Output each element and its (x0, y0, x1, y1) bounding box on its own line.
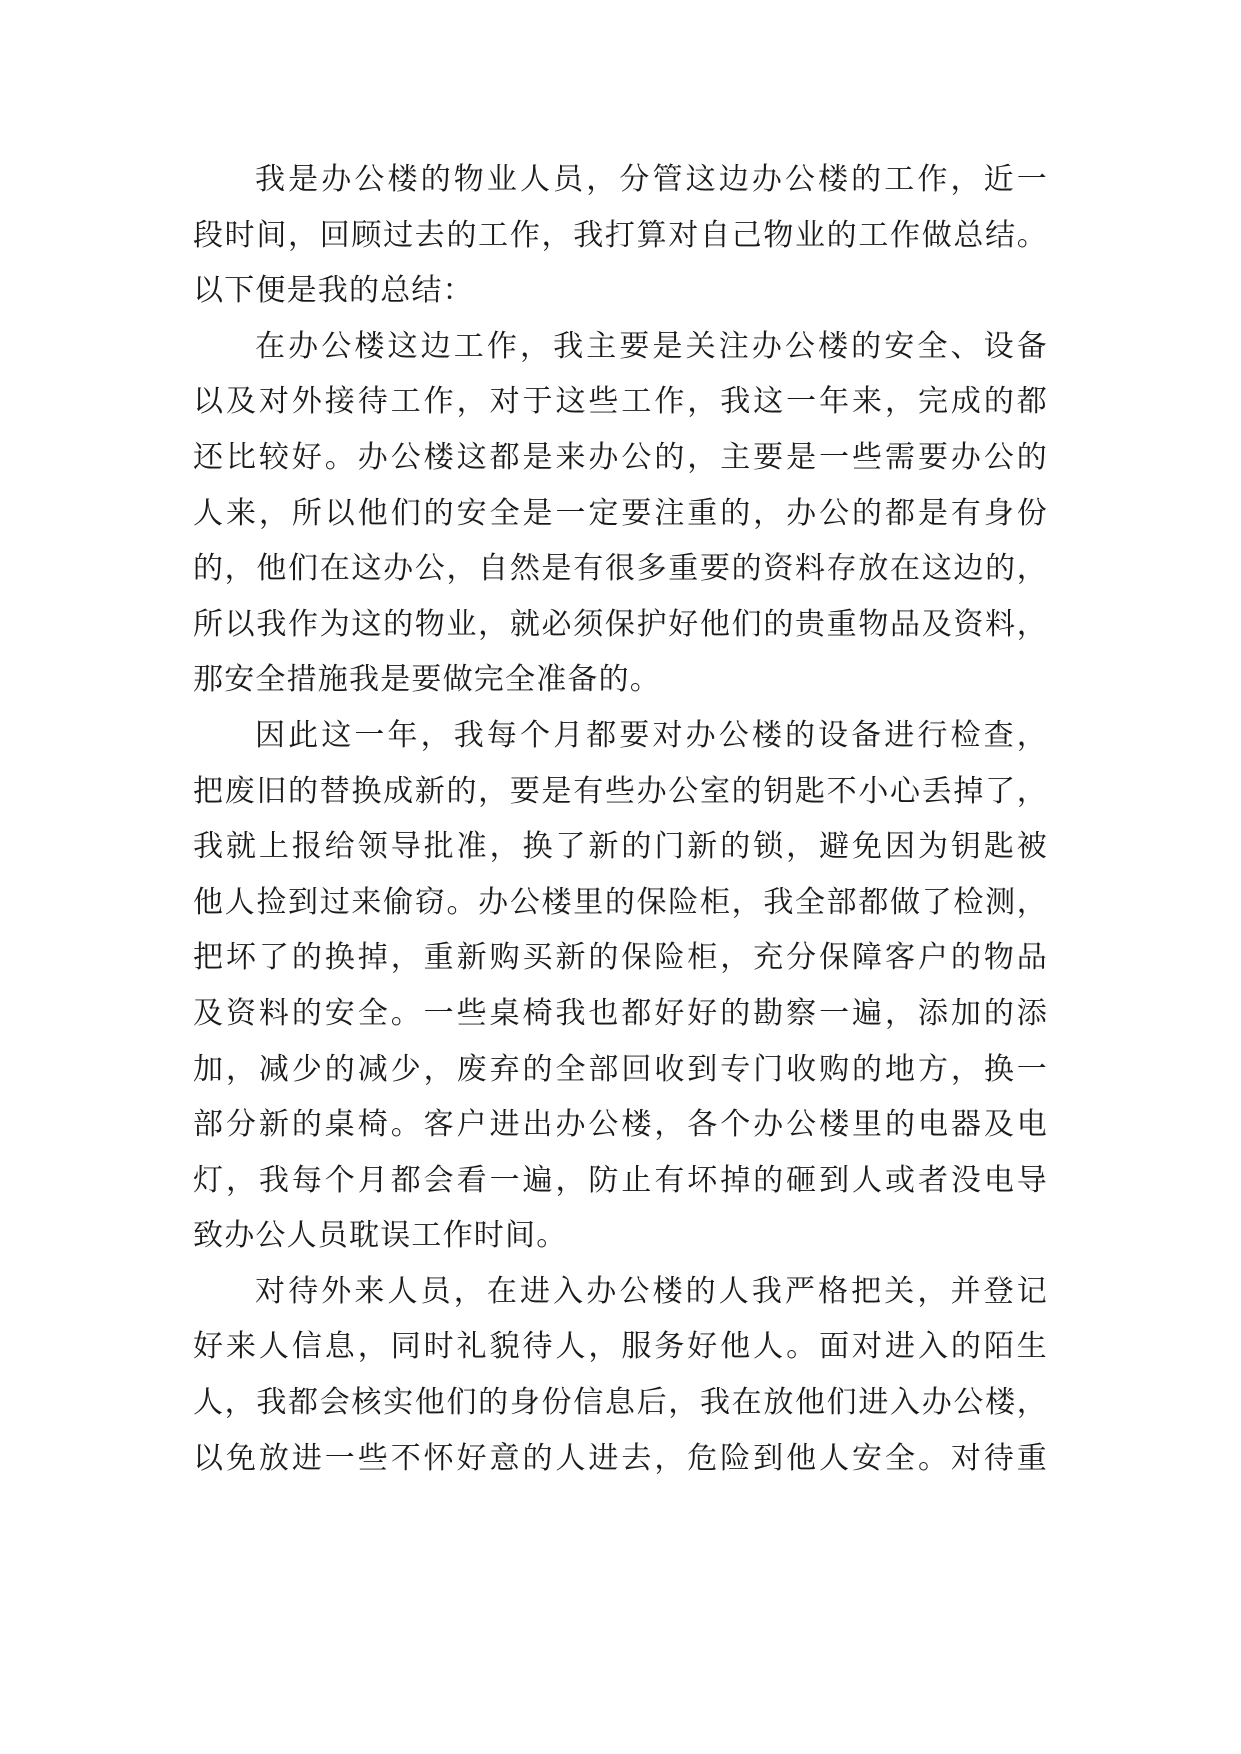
text-line: 所以我作为这的物业，就必须保护好他们的贵重物品及资料， (193, 606, 1048, 642)
text-line: 段时间，回顾过去的工作，我打算对自己物业的工作做总结。 (193, 217, 1048, 253)
paragraph-visitors (193, 1264, 1048, 1486)
text-line: 那安全措施我是要做完全准备的。 (193, 662, 661, 698)
text-line: 及资料的安全。一些桌椅我也都好好的勘察一遍，添加的添 (193, 995, 1048, 1031)
text-line: 以及对外接待工作，对于这些工作，我这一年来，完成的都 (193, 384, 1048, 420)
text-line: 灯，我每个月都会看一遍，防止有坏掉的砸到人或者没电导 (193, 1162, 1048, 1198)
text-line: 以免放进一些不怀好意的人进去，危险到他人安全。对待重 (193, 1440, 1048, 1476)
text-line: 把废旧的替换成新的，要是有些办公室的钥匙不小心丢掉了， (193, 773, 1048, 809)
text-line: 他人捡到过来偷窃。办公楼里的保险柜，我全部都做了检测， (193, 884, 1048, 920)
text-line: 部分新的桌椅。客户进出办公楼，各个办公楼里的电器及电 (193, 1107, 1048, 1143)
text-line: 人来，所以他们的安全是一定要注重的，办公的都是有身份 (193, 495, 1048, 531)
text-line: 我是办公楼的物业人员，分管这边办公楼的工作，近一 (255, 162, 1048, 197)
text-line: 把坏了的换掉，重新购买新的保险柜，充分保障客户的物品 (193, 940, 1048, 976)
text-line: 在办公楼这边工作，我主要是关注办公楼的安全、设备 (255, 328, 1048, 364)
paragraph-security-focus (193, 319, 1048, 708)
text-line: 加，减少的减少，废弃的全部回收到专门收购的地方，换一 (193, 1051, 1048, 1087)
document-body (193, 152, 1048, 1486)
text-line: 致办公人员耽误工作时间。 (193, 1218, 568, 1254)
text-line: 的，他们在这办公，自然是有很多重要的资料存放在这边的， (193, 551, 1048, 587)
text-line: 我就上报给领导批准，换了新的门新的锁，避免因为钥匙被 (193, 829, 1048, 865)
text-line: 人，我都会核实他们的身份信息后，我在放他们进入办公楼， (193, 1385, 1048, 1421)
text-line: 对待外来人员，在进入办公楼的人我严格把关，并登记 (255, 1273, 1048, 1309)
text-line: 好来人信息，同时礼貌待人，服务好他人。面对进入的陌生 (193, 1329, 1048, 1365)
text-line: 因此这一年，我每个月都要对办公楼的设备进行检查， (255, 717, 1048, 753)
text-line: 还比较好。办公楼这都是来办公的，主要是一些需要办公的 (193, 439, 1048, 475)
text-line: 以下便是我的总结： (193, 273, 474, 309)
paragraph-equipment-check (193, 708, 1048, 1264)
paragraph-intro (193, 152, 1048, 319)
